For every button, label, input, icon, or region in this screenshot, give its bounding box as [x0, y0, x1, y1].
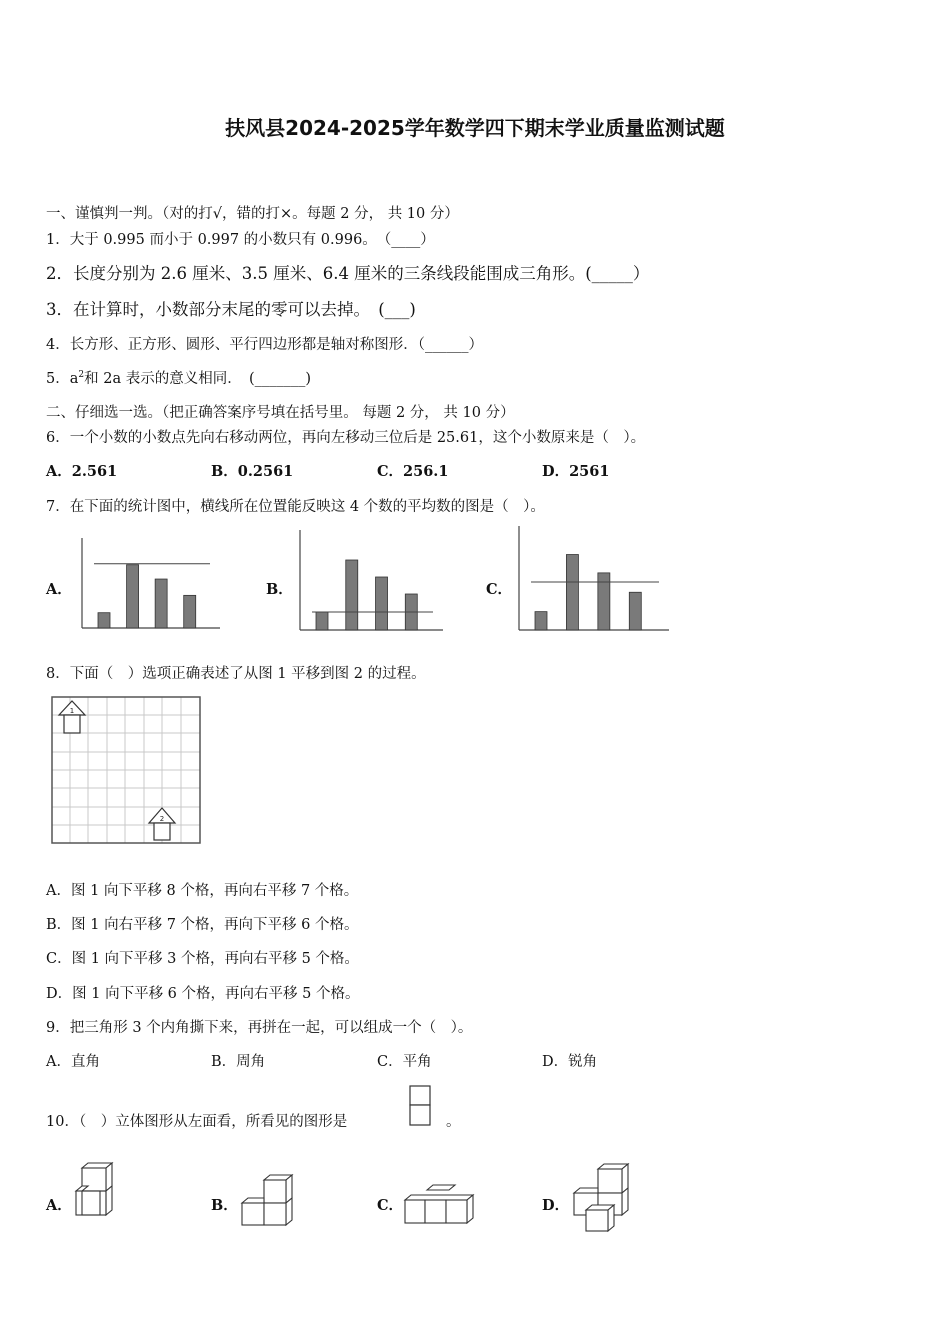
question-5: [46, 367, 311, 388]
translation-grid: [52, 697, 200, 843]
q6-option-c: C．256.1: [377, 463, 449, 480]
q9-option-a: A．直角: [46, 1054, 100, 1070]
q7-option-c: C．: [486, 581, 513, 598]
q6-option-b: B．0.2561: [211, 463, 294, 480]
q7-option-a: A．: [46, 581, 72, 598]
q10-option-a: A．: [46, 1197, 72, 1214]
q10-stem-end: 。: [446, 1114, 461, 1130]
chart-c-bar: [535, 612, 547, 630]
cube-figure-c: [403, 1184, 477, 1226]
q5-prefix: 5．a: [46, 371, 79, 387]
question-10: 10．（ ）立体图形从左面看，所看见的图形是: [46, 1114, 348, 1130]
question-4: 4．长方形、正方形、圆形、平行四边形都是轴对称图形．（______）: [46, 337, 483, 353]
house-figure-1: [59, 701, 85, 733]
question-3: 3．在计算时，小数部分末尾的零可以去掉。 (___): [46, 300, 416, 319]
chart-b-bar: [376, 577, 388, 630]
chart-b-bar: [346, 560, 358, 630]
question-1: 1．大于 0.995 而小于 0.997 的小数只有 0.996。 （____）: [46, 232, 435, 248]
question-7: 7．在下面的统计图中，横线所在位置能反映这 4 个数的平均数的图是（ ）。: [46, 499, 545, 515]
cube-figure-b: [240, 1174, 296, 1226]
chart-c-bar: [566, 555, 578, 630]
q8-option-d: D．图 1 向下平移 6 个格，再向右平移 5 个格。: [46, 986, 360, 1002]
chart-a: [80, 538, 220, 630]
chart-a-bar: [98, 613, 110, 628]
q9-option-b: B．周角: [211, 1054, 266, 1070]
cube-figure-d: [568, 1164, 632, 1232]
q8-option-c: C．图 1 向下平移 3 个格，再向右平移 5 个格。: [46, 951, 359, 967]
chart-c-bar: [598, 573, 610, 630]
question-2: 2．长度分别为 2.6 厘米、3.5 厘米、6.4 厘米的三条线段能围成三角形。(_____）: [46, 264, 650, 283]
q6-option-d: D．2561: [542, 463, 610, 480]
left-view-figure: [409, 1085, 431, 1127]
q5-exponent: 2: [78, 370, 85, 381]
chart-a-bar: [155, 579, 167, 628]
chart-a-bar: [184, 595, 196, 628]
house-figure-2: [149, 808, 175, 840]
page-title: 扶风县2024-2025学年数学四下期末学业质量监测试题: [225, 116, 725, 140]
question-8: 8．下面（ ）选项正确表述了从图 1 平移到图 2 的过程。: [46, 666, 426, 682]
chart-a-bar: [127, 565, 139, 628]
q5-rest: 和 2a 表示的意义相同． (_______): [84, 371, 312, 387]
question-6: 6．一个小数的小数点先向右移动两位，再向左移动三位后是 25.61，这个小数原来是（ ）。: [46, 430, 646, 446]
figure-2-label: 2: [159, 815, 165, 823]
question-9: 9．把三角形 3 个内角撕下来，再拼在一起，可以组成一个（ ）。: [46, 1020, 473, 1036]
q10-option-b: B．: [211, 1197, 238, 1214]
q10-option-d: D．: [542, 1197, 570, 1214]
chart-c-bar: [629, 592, 641, 630]
figure-1-label: 1: [69, 707, 75, 715]
q8-option-b: B．图 1 向右平移 7 个格，再向下平移 6 个格。: [46, 917, 359, 933]
q10-option-c: C．: [377, 1197, 404, 1214]
q9-option-c: C．平角: [377, 1054, 432, 1070]
chart-c: [517, 526, 669, 632]
q9-option-d: D．锐角: [542, 1054, 598, 1070]
q8-option-a: A．图 1 向下平移 8 个格，再向右平移 7 个格。: [46, 883, 359, 899]
chart-b: [298, 530, 443, 632]
section2-header: 二、仔细选一选。（把正确答案序号填在括号里。 每题 2 分， 共 10 分）: [46, 405, 515, 421]
cube-figure-a: [74, 1164, 116, 1226]
section1-header: 一、谨慎判一判。（对的打√，错的打×。每题 2 分， 共 10 分）: [46, 206, 459, 222]
chart-b-bar: [316, 612, 328, 630]
q7-option-b: B．: [266, 581, 293, 598]
q6-option-a: A．2.561: [46, 463, 118, 480]
